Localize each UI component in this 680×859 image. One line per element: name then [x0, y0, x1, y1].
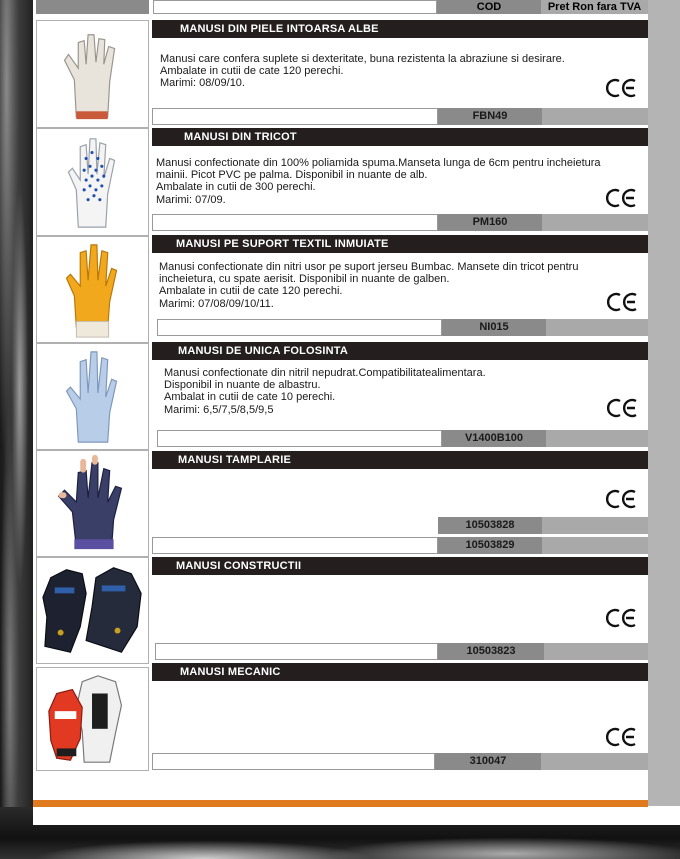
- desc-line: Marimi: 07/08/09/10/11.: [159, 297, 274, 310]
- product-code: NI015: [442, 319, 546, 336]
- white-leather-glove-icon: [37, 21, 148, 127]
- product-7-code-row: [152, 753, 648, 770]
- ce-mark-icon: [606, 78, 638, 98]
- header-blank-cell: [153, 0, 437, 14]
- desc-line: Ambalat in cutii de cate 10 perechi.: [164, 391, 336, 404]
- desc-line: Ambalate in cutii de cate 120 perechi.: [159, 285, 343, 298]
- orange-divider: [33, 800, 648, 807]
- blue-disposable-glove-icon: [37, 344, 148, 449]
- desc-line: Manusi confectionate din 100% poliamida spuma.Manseta lunga de 6cm pentru incheietura: [156, 157, 601, 169]
- product-3-code-row: [157, 319, 648, 336]
- yellow-nitrile-glove-icon: [37, 237, 148, 342]
- desc-line: mainii. Picot PVC pe palma. Disponibil in nuante de alb.: [156, 169, 428, 182]
- header-gray-cell: [36, 0, 149, 14]
- code-row-blank: [157, 319, 442, 336]
- header-price-label: Pret Ron fara TVA: [541, 0, 648, 14]
- price-cell: [542, 537, 648, 554]
- product-7-title: MANUSI MECANIC: [152, 663, 648, 681]
- product-6-code-row: [155, 643, 648, 660]
- product-4-title: MANUSI DE UNICA FOLOSINTA: [152, 342, 648, 360]
- code-row-blank: [157, 430, 442, 447]
- product-code: 10503828: [438, 517, 542, 534]
- product-1-code-row: [152, 108, 648, 125]
- product-code: 10503829: [438, 537, 542, 554]
- product-photo-disposable-glove: [36, 343, 149, 450]
- desc-line: Manusi confectionate din nitril nepudrat.Compatibilitatealimentara.: [164, 367, 486, 379]
- code-row-blank: [152, 214, 438, 231]
- product-3-description: [159, 261, 578, 310]
- product-1-title: MANUSI DIN PIELE INTOARSA ALBE: [152, 20, 648, 38]
- price-cell: [542, 517, 648, 534]
- ce-mark-icon: [606, 727, 638, 747]
- desc-line: Manusi confectionate din nitri usor pe suport jerseu Bumbac. Mansete din tricot pentru: [159, 261, 579, 273]
- white-dotted-knit-glove-icon: [37, 129, 148, 235]
- product-5-code-row-1: [152, 517, 648, 534]
- price-cell: [546, 319, 648, 336]
- product-photo-mechanic-glove: [36, 667, 149, 771]
- desc-line: Disponibil in nuante de albastru.: [164, 379, 321, 392]
- product-photo-leather-glove: [36, 20, 149, 128]
- product-2-description: [156, 157, 601, 206]
- product-code: PM160: [438, 214, 542, 231]
- fingerless-work-glove-icon: [37, 451, 148, 556]
- code-row-blank: [155, 643, 438, 660]
- code-row-blank: [152, 537, 438, 554]
- bottom-white-strip: [33, 807, 680, 825]
- ce-mark-icon: [607, 292, 639, 312]
- code-row-blank: [152, 108, 438, 125]
- code-row-blank: [152, 753, 435, 770]
- desc-line: Marimi: 07/09.: [156, 193, 226, 206]
- product-code: 310047: [435, 753, 541, 770]
- product-2-title: MANUSI DIN TRICOT: [152, 128, 648, 146]
- product-code: V1400B100: [442, 430, 546, 447]
- product-4-description: [164, 367, 486, 416]
- price-cell: [544, 643, 648, 660]
- header-row: [36, 0, 648, 14]
- desc-line: Ambalate in cutii de 300 perechi.: [156, 181, 316, 194]
- header-code-label: COD: [437, 0, 541, 14]
- desc-line: incheietura, cu spate aerisit. Disponibil in nuante de galben.: [159, 273, 450, 286]
- ce-mark-icon: [607, 398, 639, 418]
- product-6-title: MANUSI CONSTRUCTII: [152, 557, 648, 575]
- product-photo-knit-glove: [36, 128, 149, 236]
- price-cell: [542, 108, 648, 125]
- desc-line: Manusi care confera suplete si dexteritate, buna rezistenta la abraziune si desirare.: [160, 53, 565, 65]
- product-5-title: MANUSI TAMPLARIE: [152, 451, 648, 469]
- ce-mark-icon: [606, 608, 638, 628]
- product-2-code-row: [152, 214, 648, 231]
- desc-line: Marimi: 08/09/10.: [160, 77, 245, 90]
- price-cell: [542, 214, 648, 231]
- desc-line: Marimi: 6,5/7,5/8,5/9,5: [164, 403, 274, 416]
- product-1-description: [160, 53, 565, 90]
- price-cell: [546, 430, 648, 447]
- product-code: 10503823: [438, 643, 544, 660]
- ce-mark-icon: [606, 188, 638, 208]
- product-photo-nitrile-coated-glove: [36, 236, 149, 343]
- product-5-code-row-2: [152, 537, 648, 554]
- product-photo-construction-glove: [36, 557, 149, 664]
- right-gray-bar: [648, 0, 680, 806]
- red-mechanic-glove-icon: [37, 668, 148, 770]
- product-4-code-row: [157, 430, 648, 447]
- black-construction-gloves-icon: [37, 558, 148, 663]
- product-code: FBN49: [438, 108, 542, 125]
- desc-line: Ambalate in cutii de cate 120 perechi.: [160, 65, 344, 78]
- ce-mark-icon: [606, 489, 638, 509]
- price-cell: [541, 753, 648, 770]
- product-photo-carpentry-glove: [36, 450, 149, 557]
- left-decorative-background: [0, 0, 33, 859]
- product-3-title: MANUSI PE SUPORT TEXTIL INMUIATE: [152, 235, 648, 253]
